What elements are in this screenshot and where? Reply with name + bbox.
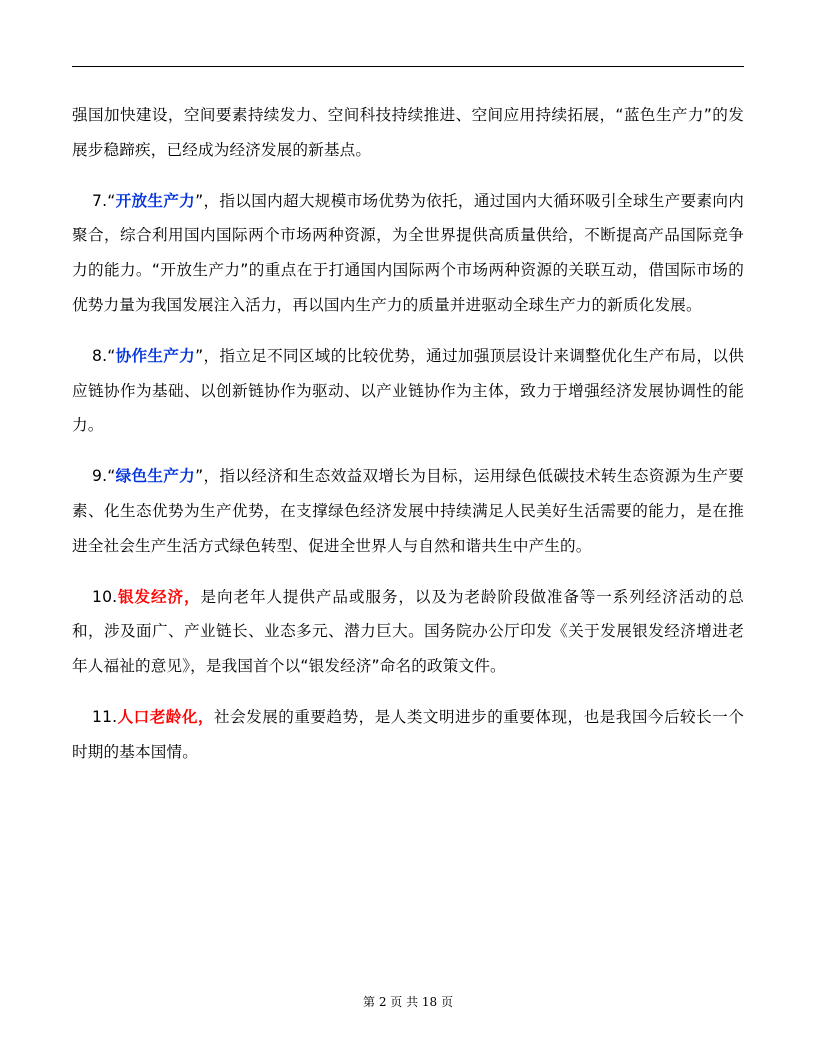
open-quote: “: [107, 346, 116, 365]
term-green-productivity: 绿色生产力: [115, 467, 196, 486]
paragraph-10-silver-economy: [72, 580, 744, 684]
close-quote: ”，: [195, 467, 220, 486]
item-number: 11.: [92, 707, 118, 726]
paragraph-text: 指立足不同区域的比较优势，通过加强顶层设计来调整优化生产布局，以供应链协作为基础、以创新链协作为驱动、以产业链协作为主体，致力于增强经济发展协调性的能力。: [72, 346, 744, 435]
paragraph-text: 指以国内超大规模市场优势为依托，通过国内大循环吸引全球生产要素向内聚合，综合利用国内国际两个市场两种资源，为全世界提供高质量供给，不断提高产品国际竞争力的能力。“开放生产力”的重点在于打通国内国际两个市场两种资源的关联互动，借国际市场的优势力量为我国发展注入活力，再以国内生产力的质量并进驱动全球生产力的新质化发展。: [72, 191, 744, 314]
term-open-productivity: 开放生产力: [115, 191, 196, 210]
header-rule: [72, 66, 744, 67]
paragraph-7-open-productivity: [72, 184, 744, 323]
open-quote: “: [107, 467, 116, 486]
paragraph-text: 是向老年人提供产品或服务，以及为老龄阶段做准备等一系列经济活动的总和，涉及面广、产业链长、业态多元、潜力巨大。国务院办公厅印发《关于发展银发经济增进老年人福祉的意见》，是我国首个以“银发经济”命名的政策文件。: [72, 587, 744, 676]
paragraph-text: 强国加快建设，空间要素持续发力、空间科技持续推进、空间应用持续拓展，“蓝色生产力”的发展步稳蹄疾，已经成为经济发展的新基点。: [72, 106, 744, 159]
close-quote: ”，: [195, 191, 220, 210]
paragraph-8-collaborative-productivity: [72, 339, 744, 443]
term-collaborative-productivity: 协作生产力: [115, 346, 196, 365]
paragraph-11-population-aging: [72, 700, 744, 770]
item-number: 10.: [92, 587, 118, 606]
open-quote: “: [107, 191, 116, 210]
paragraph-text: 社会发展的重要趋势，是人类文明进步的重要体现，也是我国今后较长一个时期的基本国情。: [72, 707, 744, 761]
page-footer: 第 2 页 共 18 页: [363, 995, 453, 1009]
item-number: 9.: [92, 467, 108, 486]
item-number: 8.: [92, 346, 108, 365]
paragraph-text: 指以经济和生态效益双增长为目标，运用绿色低碳技术转生态资源为生产要素、化生态优势为生产优势，在支撑绿色经济发展中持续满足人民美好生活需要的能力，是在推进全社会生产生活方式绿色转型、促进全世界人与自然和谐共生中产生的。: [72, 467, 744, 555]
term-silver-economy: 银发经济，: [117, 587, 201, 606]
close-quote: ”，: [195, 346, 220, 365]
paragraph-continuation: [72, 98, 744, 168]
term-population-aging: 人口老龄化，: [117, 707, 214, 726]
paragraph-9-green-productivity: [72, 459, 744, 563]
document-body: [72, 98, 744, 786]
item-number: 7.: [92, 191, 108, 210]
